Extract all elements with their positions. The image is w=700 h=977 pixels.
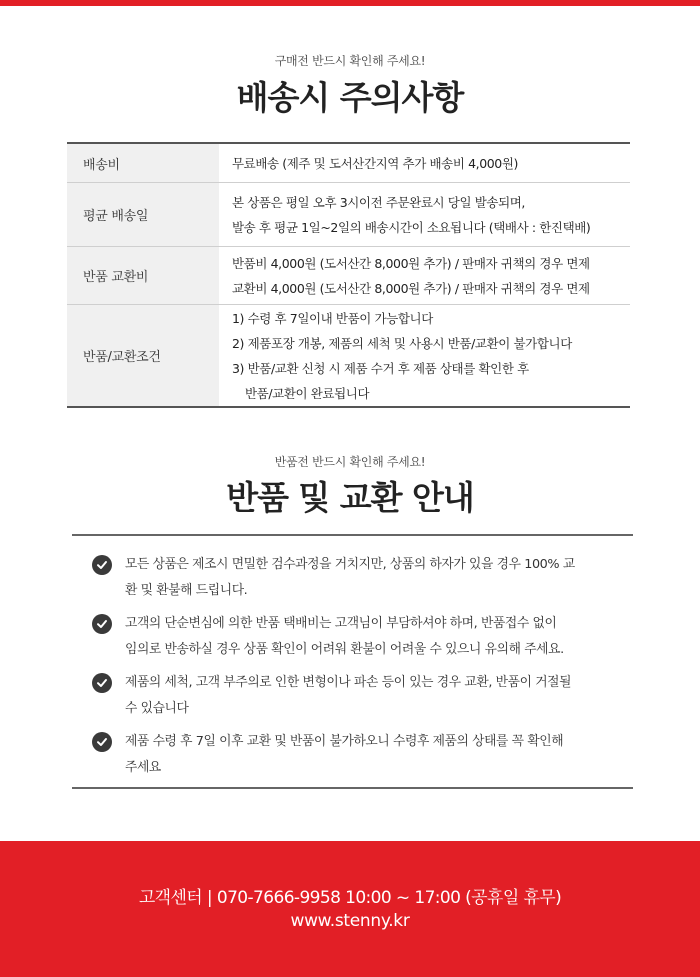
footer-banner [0, 841, 700, 977]
row-line: 1) 수령 후 7일이내 반품이 가능합니다 [232, 310, 433, 326]
list-item-text [125, 611, 564, 663]
top-accent-bar [0, 0, 700, 6]
table-row-shipping-fee [67, 144, 630, 183]
row-line: 2) 제품포장 개봉, 제품의 세척 및 사용시 반품/교환이 불가합니다 [232, 335, 572, 351]
website-link[interactable]: www.stenny.kr [290, 911, 410, 931]
list-item [92, 729, 632, 781]
row-line: 3) 반품/교환 신청 시 제품 수거 후 제품 상태를 확인한 후 [232, 360, 529, 376]
row-value [219, 144, 630, 182]
row-label: 배송비 [67, 144, 219, 182]
list-item-text [125, 729, 563, 781]
customer-center-info: 고객센터 | 070-7666-9958 10:00 ~ 17:00 (공휴일 휴무) [138, 888, 562, 908]
shipping-title: 배송시 주의사항 [236, 78, 464, 117]
row-line: 반품비 4,000원 (도서산간 8,000원 추가) / 판매자 귀책의 경우 면제 [232, 255, 590, 271]
return-notice-list [72, 534, 633, 789]
list-item-text [125, 552, 575, 604]
row-label: 평균 배송일 [67, 183, 219, 246]
text-line: 수 있습니다 [125, 701, 189, 716]
text-line: 제품 수령 후 7일 이후 교환 및 반품이 불가하오니 수령후 제품의 상태를 꼭 확인해 [125, 734, 564, 749]
text-line: 주세요 [125, 760, 161, 775]
check-circle-icon [92, 673, 112, 693]
row-value [219, 305, 630, 406]
row-line: 본 상품은 평일 오후 3시이전 주문완료시 당일 발송되며, [232, 194, 525, 210]
text-line: 환 및 환불해 드립니다. [125, 583, 248, 598]
shipping-subtitle: 구매전 반드시 확인해 주세요! [274, 54, 426, 68]
row-line: 교환비 4,000원 (도서산간 8,000원 추가) / 판매자 귀책의 경우 면제 [232, 280, 590, 296]
row-label: 반품/교환조건 [67, 305, 219, 406]
text-line: 임의로 반송하실 경우 상품 확인이 어려워 환불이 어려울 수 있으니 유의해 주세요. [125, 642, 564, 657]
table-row-delivery-time [67, 183, 630, 247]
text-line: 제품의 세척, 고객 부주의로 인한 변형이나 파손 등이 있는 경우 교환, 반품이 거절될 [125, 675, 572, 690]
shipping-info-table [67, 142, 630, 408]
return-subtitle: 반품전 반드시 확인해 주세요! [274, 455, 426, 469]
list-item-text [125, 670, 571, 722]
table-row-return-fee [67, 247, 630, 305]
return-title: 반품 및 교환 안내 [226, 478, 474, 517]
row-line: 발송 후 평균 1일~2일의 배송시간이 소요됩니다 (택배사 : 한진택배) [232, 219, 591, 235]
check-circle-icon [92, 614, 112, 634]
row-line: 반품/교환이 완료됩니다 [245, 385, 370, 401]
row-line: 무료배송 (제주 및 도서산간지역 추가 배송비 4,000원) [232, 155, 519, 171]
row-value [219, 183, 630, 246]
text-line: 모든 상품은 제조시 면밀한 검수과정을 거치지만, 상품의 하자가 있을 경우 100% 교 [125, 557, 575, 572]
table-row-return-conditions [67, 305, 630, 406]
list-item [92, 670, 632, 722]
row-value [219, 247, 630, 304]
list-item [92, 611, 632, 663]
list-item [92, 552, 632, 604]
row-label: 반품 교환비 [67, 247, 219, 304]
text-line: 고객의 단순변심에 의한 반품 택배비는 고객님이 부담하셔야 하며, 반품접수 없이 [125, 616, 557, 631]
check-circle-icon [92, 555, 112, 575]
check-circle-icon [92, 732, 112, 752]
